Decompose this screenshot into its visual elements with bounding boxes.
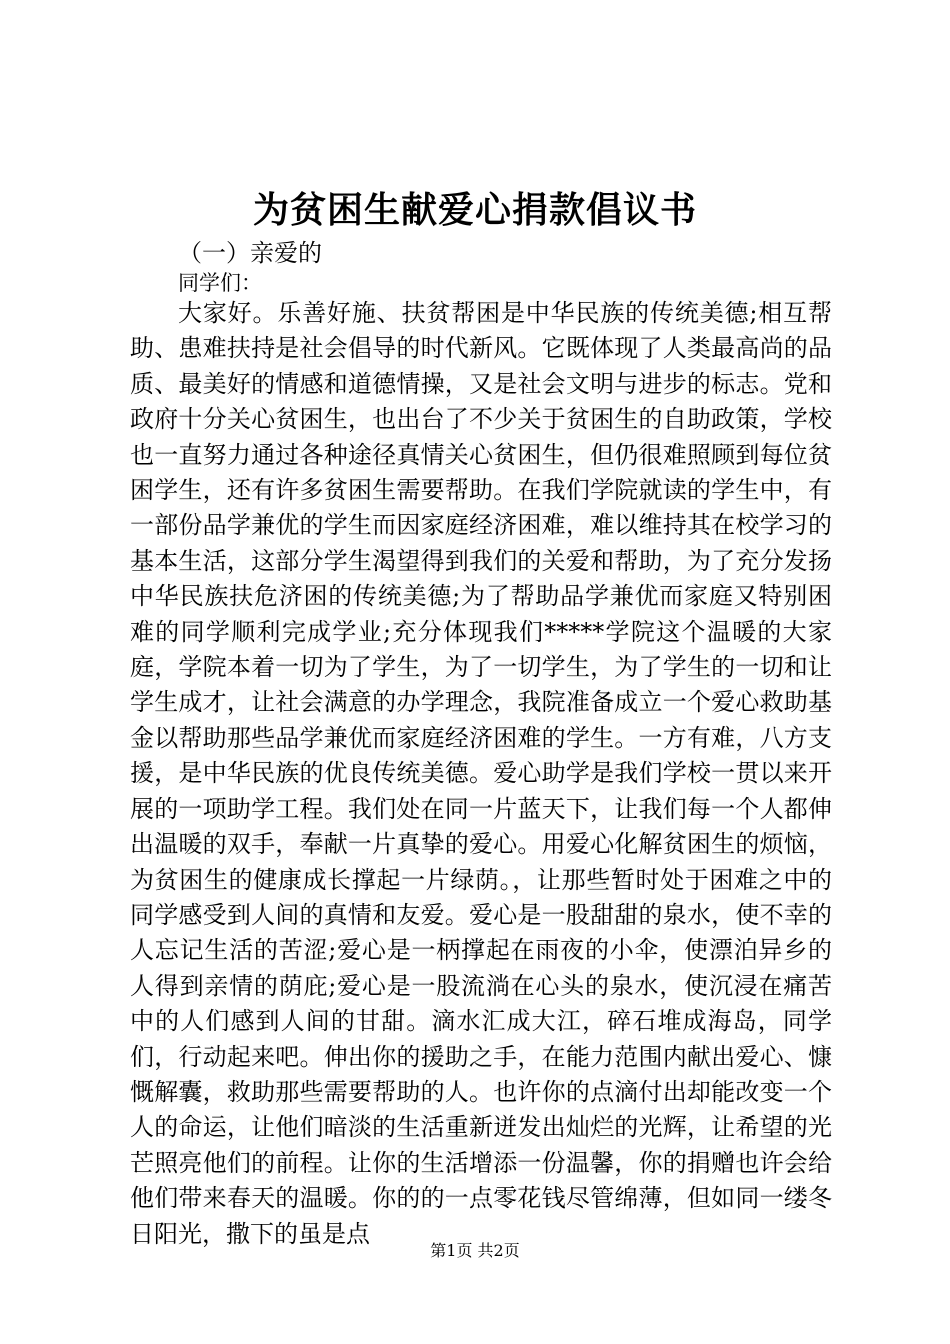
body-paragraph: 大家好。乐善好施、扶贫帮困是中华民族的传统美德;相互帮助、患难扶持是社会倡导的时代新风。它既体现了人类最高尚的品质、最美好的情感和道德情操，又是社会文明与进步的标志。党和政府十分关心贫困生，也出台了不少关于贫困生的自助政策，学校也一直努力通过各种途径真情关心贫困生，但仍很难照顾到每位贫困学生，还有许多贫困生需要帮助。在我们学院就读的学生中，有一部份品学兼优的学生而因家庭经济困难，难以维持其在校学习的基本生活，这部分学生渴望得到我们的关爱和帮助，为了充分发扬中华民族扶危济困的传统美德;为了帮助品学兼优而家庭又特别困难的同学顺利完成学业;充分体现我们*****学院这个温暖的大家庭，学院本着一切为了学生，为了一切学生，为了学生的一切和让学生成才，让社会满意的办学理念，我院准备成立一个爱心救助基金以帮助那些品学兼优而家庭经济困难的学生。一方有难，八方支援，是中华民族的优良传统美德。爱心助学是我们学校一贯以来开展的一项助学工程。我们处在同一片蓝天下，让我们每一个人都伸出温暖的双手，奉献一片真挚的爱心。用爱心化解贫困生的烦恼，为贫困生的健康成长撑起一片绿荫。，让那些暂时处于困难之中的同学感受到人间的真情和友爱。爱心是一股甜甜的泉水，使不幸的人忘记生活的苦涩;爱心是一柄撑起在雨夜的小伞，使漂泊异乡的人得到亲情的荫庇;爱心是一股流淌在心头的泉水，使沉浸在痛苦中的人们感到人间的甘甜。滴水汇成大江，碎石堆成海岛，同学们，行动起来吧。伸出你的援助之手，在能力范围内献出爱心、慷慨解囊，救助那些需要帮助的人。也许你的点滴付出却能改变一个人的命运，让他们暗淡的生活重新迸发出灿烂的光辉，让希望的光芒照亮他们的前程。让你的生活增添一份温馨，你的捐赠也许会给他们带来春天的温暖。你的的一点零花钱尽管绵薄，但如同一缕冬日阳光，撒下的虽是点 <box>130 299 832 1248</box>
section-heading: （一）亲爱的 <box>178 239 322 267</box>
document-title: 为贫困生献爱心捐款倡议书 <box>252 189 697 231</box>
page-number-footer: 第1页 共2页 <box>430 1241 520 1260</box>
salutation: 同学们： <box>178 271 262 295</box>
